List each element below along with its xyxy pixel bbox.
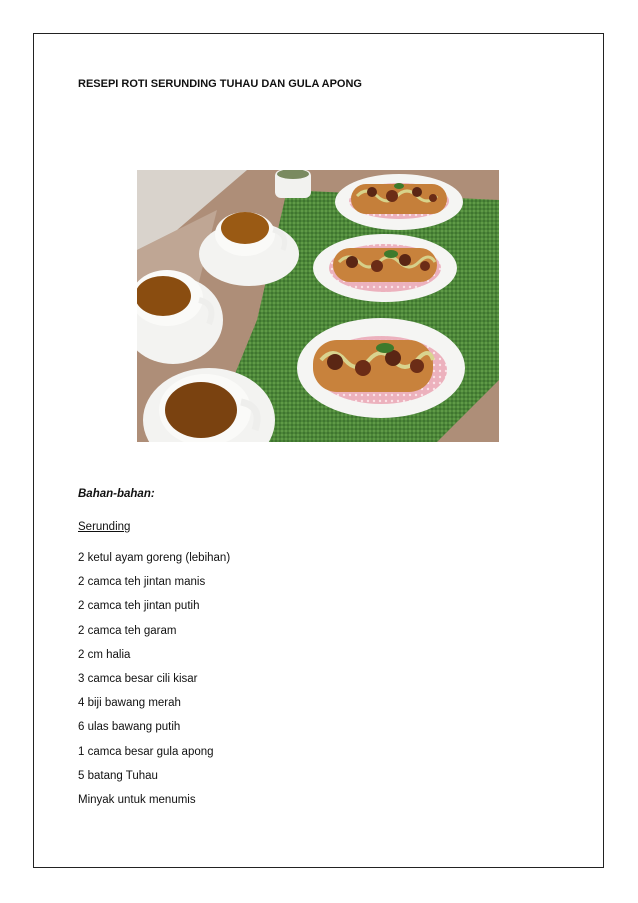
ingredient-item: 3 camca besar cili kisar [78,672,198,685]
ingredient-item: 1 camca besar gula apong [78,745,214,758]
recipe-photo [137,170,499,442]
recipe-title: RESEPI ROTI SERUNDING TUHAU DAN GULA APONG [78,78,362,90]
ingredient-item: Minyak untuk menumis [78,793,196,806]
ingredient-item: 4 biji bawang merah [78,697,181,710]
ingredient-item: 6 ulas bawang putih [78,721,181,734]
serunding-subheading: Serunding [78,521,131,533]
ingredient-list [78,551,230,817]
ingredient-item: 2 cm halia [78,648,131,661]
ingredients-heading: Bahan-bahan: [78,488,155,500]
ingredient-item: 2 camca teh jintan putih [78,600,200,613]
ingredient-item: 2 ketul ayam goreng (lebihan) [78,552,231,564]
ingredient-item: 5 batang Tuhau [78,769,158,782]
ingredient-item: 2 camca teh garam [78,624,177,637]
ingredient-item: 2 camca teh jintan manis [78,576,206,589]
